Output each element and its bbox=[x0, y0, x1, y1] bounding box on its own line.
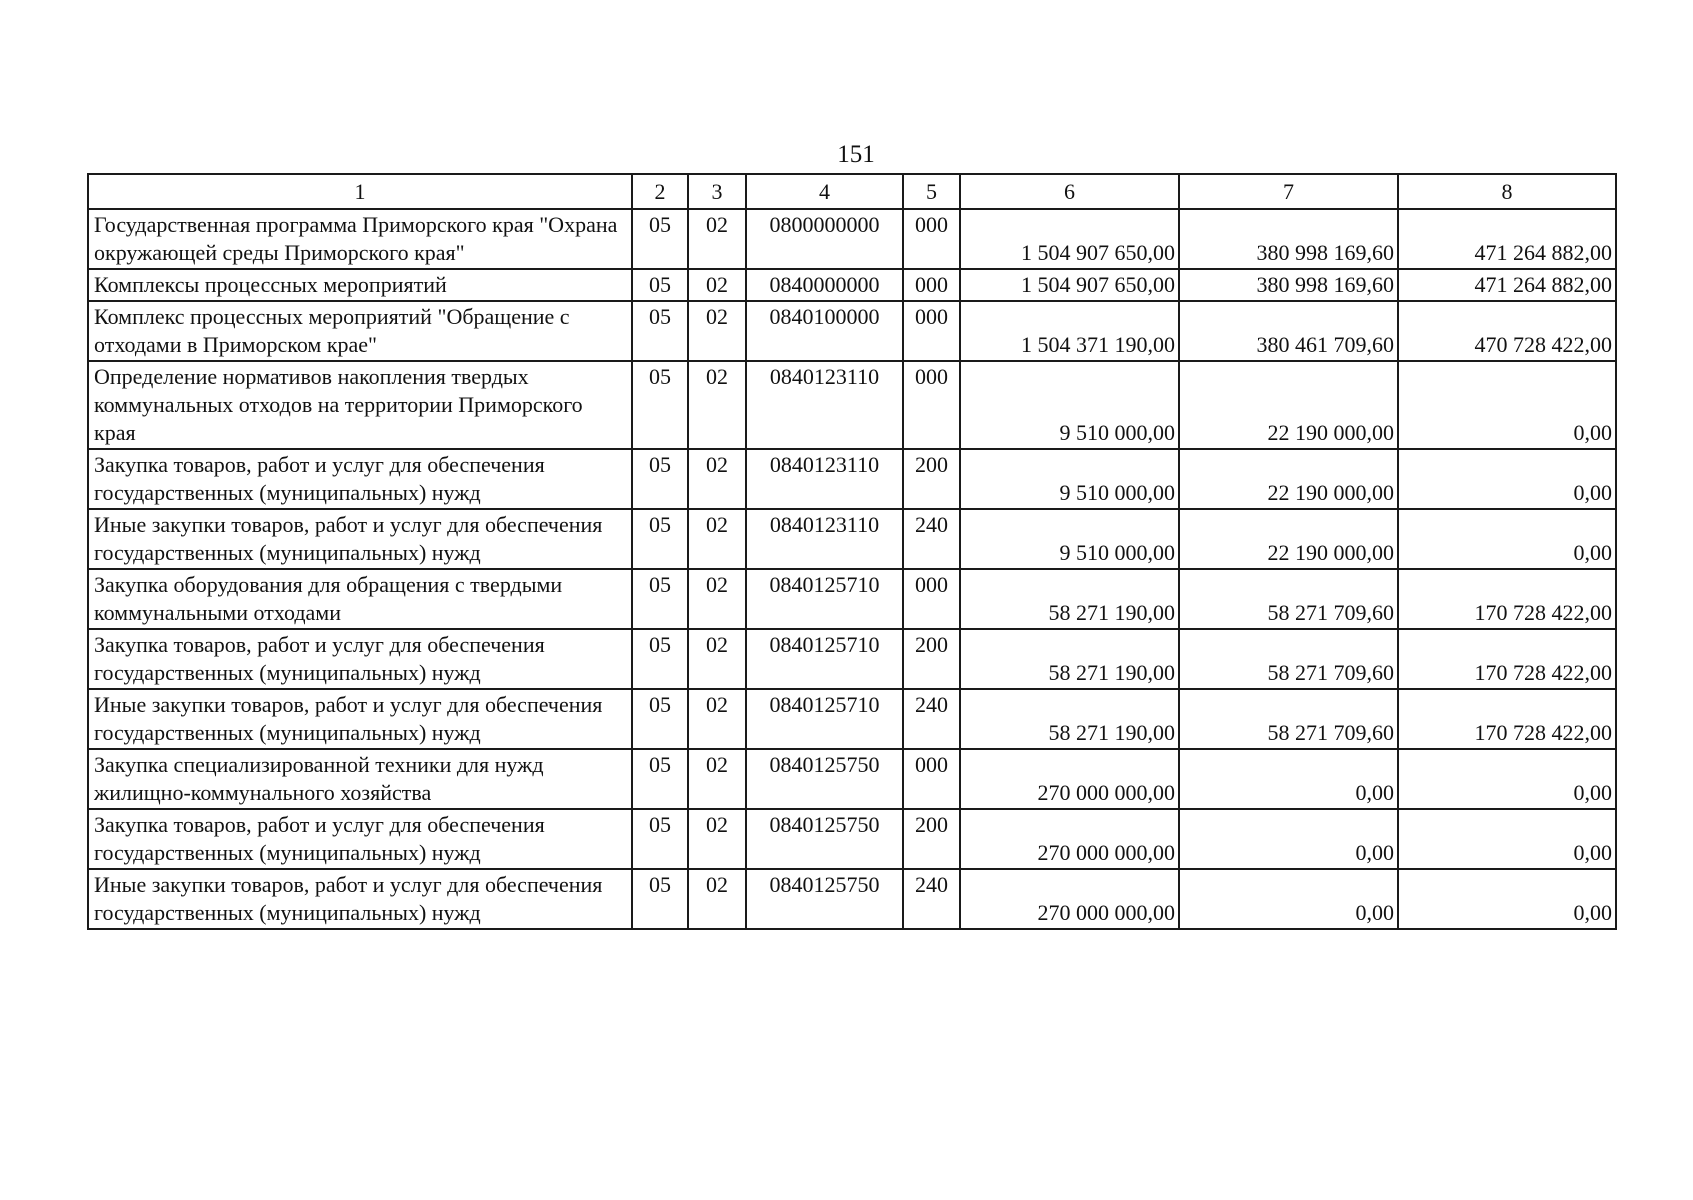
budget-table bbox=[87, 173, 1617, 930]
code-col5-cell: 240 bbox=[903, 869, 960, 929]
code-col4-cell: 0840125710 bbox=[746, 689, 903, 749]
code-col2-cell: 05 bbox=[632, 361, 688, 449]
code-col3-cell: 02 bbox=[688, 629, 746, 689]
amount-col7-cell: 380 461 709,60 bbox=[1179, 301, 1398, 361]
amount-col8-cell: 170 728 422,00 bbox=[1398, 629, 1616, 689]
column-header-3: 3 bbox=[688, 174, 746, 209]
code-col4-cell: 0840125750 bbox=[746, 869, 903, 929]
code-col5-cell: 000 bbox=[903, 301, 960, 361]
column-header-7: 7 bbox=[1179, 174, 1398, 209]
code-col3-cell: 02 bbox=[688, 209, 746, 269]
row-name-cell: Иные закупки товаров, работ и услуг для обеспечения государственных (муниципальных) нужд bbox=[88, 869, 632, 929]
table-row bbox=[88, 361, 1616, 449]
amount-col8-cell: 470 728 422,00 bbox=[1398, 301, 1616, 361]
code-col5-cell: 000 bbox=[903, 749, 960, 809]
table-row bbox=[88, 569, 1616, 629]
amount-col8-cell: 0,00 bbox=[1398, 509, 1616, 569]
table-row bbox=[88, 629, 1616, 689]
amount-col6-cell: 1 504 907 650,00 bbox=[960, 209, 1179, 269]
amount-col7-cell: 58 271 709,60 bbox=[1179, 569, 1398, 629]
table-row bbox=[88, 509, 1616, 569]
amount-col6-cell: 9 510 000,00 bbox=[960, 361, 1179, 449]
row-name-cell: Закупка товаров, работ и услуг для обеспечения государственных (муниципальных) нужд bbox=[88, 449, 632, 509]
amount-col8-cell: 471 264 882,00 bbox=[1398, 269, 1616, 301]
table-header bbox=[88, 174, 1616, 209]
amount-col8-cell: 0,00 bbox=[1398, 361, 1616, 449]
amount-col7-cell: 22 190 000,00 bbox=[1179, 509, 1398, 569]
row-name-cell: Иные закупки товаров, работ и услуг для обеспечения государственных (муниципальных) нужд bbox=[88, 509, 632, 569]
code-col2-cell: 05 bbox=[632, 569, 688, 629]
column-header-1: 1 bbox=[88, 174, 632, 209]
amount-col6-cell: 1 504 907 650,00 bbox=[960, 269, 1179, 301]
amount-col6-cell: 58 271 190,00 bbox=[960, 629, 1179, 689]
code-col5-cell: 240 bbox=[903, 689, 960, 749]
code-col2-cell: 05 bbox=[632, 689, 688, 749]
amount-col8-cell: 0,00 bbox=[1398, 869, 1616, 929]
header-row bbox=[88, 174, 1616, 209]
column-header-4: 4 bbox=[746, 174, 903, 209]
code-col4-cell: 0840123110 bbox=[746, 361, 903, 449]
code-col5-cell: 000 bbox=[903, 269, 960, 301]
code-col4-cell: 0840125710 bbox=[746, 629, 903, 689]
row-name-cell: Иные закупки товаров, работ и услуг для обеспечения государственных (муниципальных) нужд bbox=[88, 689, 632, 749]
code-col4-cell: 0840125750 bbox=[746, 809, 903, 869]
table-row bbox=[88, 809, 1616, 869]
code-col2-cell: 05 bbox=[632, 629, 688, 689]
amount-col6-cell: 270 000 000,00 bbox=[960, 809, 1179, 869]
code-col3-cell: 02 bbox=[688, 301, 746, 361]
code-col4-cell: 0840123110 bbox=[746, 509, 903, 569]
amount-col6-cell: 1 504 371 190,00 bbox=[960, 301, 1179, 361]
row-name-cell: Государственная программа Приморского края "Охрана окружающей среды Приморского края" bbox=[88, 209, 632, 269]
amount-col7-cell: 58 271 709,60 bbox=[1179, 689, 1398, 749]
column-header-6: 6 bbox=[960, 174, 1179, 209]
amount-col6-cell: 9 510 000,00 bbox=[960, 449, 1179, 509]
amount-col7-cell: 22 190 000,00 bbox=[1179, 361, 1398, 449]
row-name-cell: Определение нормативов накопления твердых коммунальных отходов на территории Приморского края bbox=[88, 361, 632, 449]
code-col2-cell: 05 bbox=[632, 749, 688, 809]
table-body bbox=[88, 209, 1616, 929]
column-header-2: 2 bbox=[632, 174, 688, 209]
code-col2-cell: 05 bbox=[632, 869, 688, 929]
code-col3-cell: 02 bbox=[688, 749, 746, 809]
amount-col7-cell: 0,00 bbox=[1179, 749, 1398, 809]
table-row bbox=[88, 869, 1616, 929]
code-col4-cell: 0840125710 bbox=[746, 569, 903, 629]
code-col2-cell: 05 bbox=[632, 449, 688, 509]
column-header-8: 8 bbox=[1398, 174, 1616, 209]
row-name-cell: Закупка товаров, работ и услуг для обеспечения государственных (муниципальных) нужд bbox=[88, 629, 632, 689]
code-col3-cell: 02 bbox=[688, 269, 746, 301]
code-col5-cell: 000 bbox=[903, 209, 960, 269]
row-name-cell: Закупка оборудования для обращения с твердыми коммунальными отходами bbox=[88, 569, 632, 629]
amount-col8-cell: 0,00 bbox=[1398, 749, 1616, 809]
code-col3-cell: 02 bbox=[688, 689, 746, 749]
amount-col7-cell: 380 998 169,60 bbox=[1179, 209, 1398, 269]
code-col4-cell: 0840123110 bbox=[746, 449, 903, 509]
code-col4-cell: 0840000000 bbox=[746, 269, 903, 301]
amount-col8-cell: 170 728 422,00 bbox=[1398, 689, 1616, 749]
code-col2-cell: 05 bbox=[632, 301, 688, 361]
code-col3-cell: 02 bbox=[688, 869, 746, 929]
table-row bbox=[88, 749, 1616, 809]
row-name-cell: Комплексы процессных мероприятий bbox=[88, 269, 632, 301]
amount-col7-cell: 22 190 000,00 bbox=[1179, 449, 1398, 509]
row-name-cell: Закупка специализированной техники для нужд жилищно-коммунального хозяйства bbox=[88, 749, 632, 809]
table-row bbox=[88, 269, 1616, 301]
amount-col6-cell: 270 000 000,00 bbox=[960, 749, 1179, 809]
code-col4-cell: 0800000000 bbox=[746, 209, 903, 269]
code-col3-cell: 02 bbox=[688, 809, 746, 869]
amount-col8-cell: 170 728 422,00 bbox=[1398, 569, 1616, 629]
amount-col7-cell: 0,00 bbox=[1179, 809, 1398, 869]
code-col2-cell: 05 bbox=[632, 209, 688, 269]
column-header-5: 5 bbox=[903, 174, 960, 209]
code-col3-cell: 02 bbox=[688, 449, 746, 509]
code-col4-cell: 0840125750 bbox=[746, 749, 903, 809]
amount-col6-cell: 270 000 000,00 bbox=[960, 869, 1179, 929]
amount-col6-cell: 58 271 190,00 bbox=[960, 569, 1179, 629]
code-col5-cell: 200 bbox=[903, 629, 960, 689]
code-col5-cell: 240 bbox=[903, 509, 960, 569]
amount-col8-cell: 471 264 882,00 bbox=[1398, 209, 1616, 269]
amount-col7-cell: 58 271 709,60 bbox=[1179, 629, 1398, 689]
code-col2-cell: 05 bbox=[632, 269, 688, 301]
amount-col7-cell: 0,00 bbox=[1179, 869, 1398, 929]
code-col3-cell: 02 bbox=[688, 361, 746, 449]
page-number: 151 bbox=[837, 141, 875, 168]
table-row bbox=[88, 689, 1616, 749]
amount-col6-cell: 58 271 190,00 bbox=[960, 689, 1179, 749]
code-col2-cell: 05 bbox=[632, 509, 688, 569]
code-col4-cell: 0840100000 bbox=[746, 301, 903, 361]
amount-col8-cell: 0,00 bbox=[1398, 449, 1616, 509]
table-row bbox=[88, 301, 1616, 361]
table-row bbox=[88, 209, 1616, 269]
code-col5-cell: 200 bbox=[903, 449, 960, 509]
amount-col8-cell: 0,00 bbox=[1398, 809, 1616, 869]
code-col5-cell: 200 bbox=[903, 809, 960, 869]
table-row bbox=[88, 449, 1616, 509]
code-col3-cell: 02 bbox=[688, 509, 746, 569]
amount-col6-cell: 9 510 000,00 bbox=[960, 509, 1179, 569]
code-col5-cell: 000 bbox=[903, 361, 960, 449]
code-col5-cell: 000 bbox=[903, 569, 960, 629]
row-name-cell: Закупка товаров, работ и услуг для обеспечения государственных (муниципальных) нужд bbox=[88, 809, 632, 869]
code-col3-cell: 02 bbox=[688, 569, 746, 629]
code-col2-cell: 05 bbox=[632, 809, 688, 869]
amount-col7-cell: 380 998 169,60 bbox=[1179, 269, 1398, 301]
row-name-cell: Комплекс процессных мероприятий "Обращение с отходами в Приморском крае" bbox=[88, 301, 632, 361]
